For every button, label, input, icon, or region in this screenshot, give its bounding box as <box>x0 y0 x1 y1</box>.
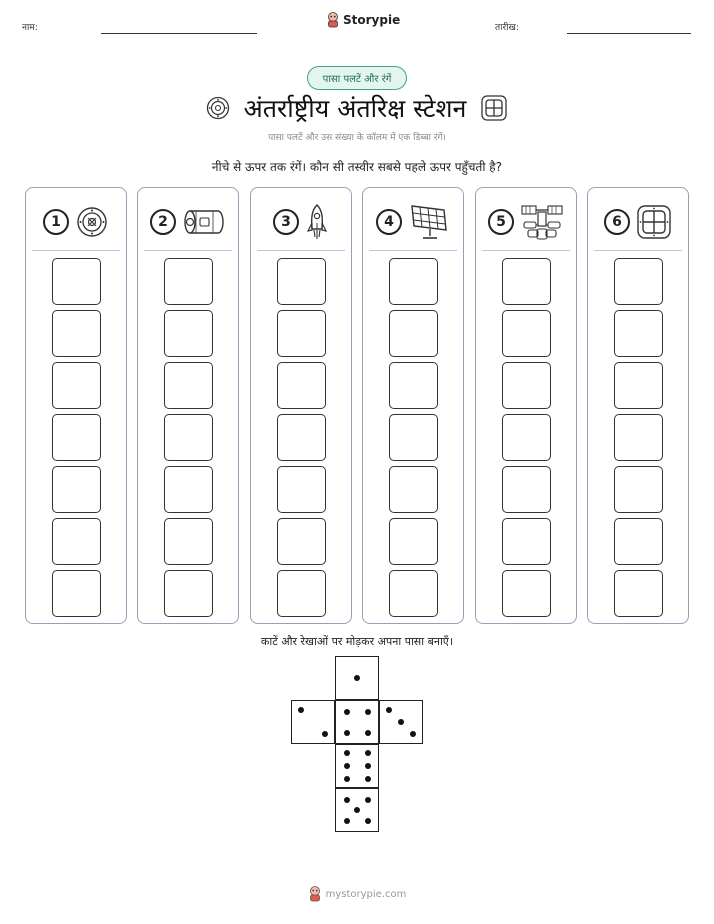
module-icon <box>182 207 226 237</box>
color-box[interactable] <box>389 362 438 409</box>
color-box[interactable] <box>52 362 101 409</box>
column-number: 2 <box>150 209 176 235</box>
color-box[interactable] <box>164 466 213 513</box>
column-1 <box>25 187 127 624</box>
column-number: 3 <box>273 209 299 235</box>
die-pip <box>344 750 350 756</box>
color-box[interactable] <box>52 310 101 357</box>
color-box[interactable] <box>277 258 326 305</box>
die-pip <box>354 807 360 813</box>
column-number: 1 <box>43 209 69 235</box>
hatch-icon <box>206 96 230 120</box>
column-number: 5 <box>488 209 514 235</box>
die-pip <box>344 797 350 803</box>
name-label: नाम: <box>22 23 38 33</box>
column-divider <box>257 250 345 251</box>
page-title: अंतर्राष्ट्रीय अंतरिक्ष स्टेशन <box>243 94 467 123</box>
column-6 <box>587 187 689 624</box>
die-face-2 <box>291 700 335 744</box>
color-box[interactable] <box>389 466 438 513</box>
color-box[interactable] <box>502 258 551 305</box>
color-box[interactable] <box>389 518 438 565</box>
color-box[interactable] <box>164 518 213 565</box>
title-row <box>0 90 714 126</box>
date-label: तारीख: <box>495 23 519 33</box>
die-pip <box>365 797 371 803</box>
column-divider <box>32 250 120 251</box>
column-divider <box>144 250 232 251</box>
die-pip <box>365 818 371 824</box>
hatch-icon <box>75 205 109 239</box>
column-header <box>363 198 463 246</box>
solar-panel-icon <box>408 202 450 242</box>
column-header <box>26 198 126 246</box>
color-box[interactable] <box>614 310 663 357</box>
color-box[interactable] <box>502 362 551 409</box>
window-icon <box>480 94 508 122</box>
storypie-mascot-icon <box>308 886 322 902</box>
die-face-1 <box>335 656 379 700</box>
die-pip <box>365 763 371 769</box>
die-face-4 <box>335 700 379 744</box>
die-pip <box>344 776 350 782</box>
color-box[interactable] <box>164 310 213 357</box>
die-pip <box>322 731 328 737</box>
activity-badge: पासा पलटें और रंगें <box>307 66 407 90</box>
storypie-mascot-icon <box>326 12 340 28</box>
color-box[interactable] <box>52 414 101 461</box>
column-5 <box>475 187 577 624</box>
page-subtitle: पासा पलटें और उस संख्या के कॉलम में एक डिब्बा रंगें। <box>268 133 446 143</box>
column-4 <box>362 187 464 624</box>
color-box[interactable] <box>52 466 101 513</box>
color-box[interactable] <box>389 414 438 461</box>
color-box[interactable] <box>389 310 438 357</box>
color-box[interactable] <box>277 570 326 617</box>
column-header <box>251 198 351 246</box>
color-box[interactable] <box>164 414 213 461</box>
color-box[interactable] <box>52 258 101 305</box>
footer-site: mystorypie.com <box>325 888 407 900</box>
color-box[interactable] <box>277 362 326 409</box>
color-box[interactable] <box>277 310 326 357</box>
color-box[interactable] <box>164 258 213 305</box>
column-number: 6 <box>604 209 630 235</box>
color-box[interactable] <box>52 518 101 565</box>
color-box[interactable] <box>614 362 663 409</box>
die-pip <box>365 776 371 782</box>
window-icon <box>636 204 672 240</box>
color-box[interactable] <box>502 310 551 357</box>
column-divider <box>369 250 457 251</box>
color-box[interactable] <box>502 466 551 513</box>
instruction-text: नीचे से ऊपर तक रंगें। कौन सी तस्वीर सबसे पहले ऊपर पहुँचती है? <box>211 160 503 174</box>
color-box[interactable] <box>502 414 551 461</box>
cut-instruction: काटें और रेखाओं पर मोड़कर अपना पासा बनाएँ। <box>260 635 454 648</box>
color-box[interactable] <box>277 518 326 565</box>
color-box[interactable] <box>52 570 101 617</box>
die-pip <box>298 707 304 713</box>
color-box[interactable] <box>502 518 551 565</box>
die-face-3 <box>379 700 423 744</box>
column-number: 4 <box>376 209 402 235</box>
color-box[interactable] <box>614 518 663 565</box>
color-box[interactable] <box>614 466 663 513</box>
brand-name: Storypie <box>343 13 401 27</box>
color-box[interactable] <box>614 414 663 461</box>
name-line <box>101 33 257 34</box>
die-pip <box>354 675 360 681</box>
color-box[interactable] <box>277 466 326 513</box>
die-pip <box>386 707 392 713</box>
die-pip <box>365 709 371 715</box>
brand-logo <box>326 12 400 28</box>
column-2 <box>137 187 239 624</box>
color-box[interactable] <box>164 570 213 617</box>
color-box[interactable] <box>389 258 438 305</box>
die-pip <box>344 730 350 736</box>
column-3 <box>250 187 352 624</box>
color-box[interactable] <box>164 362 213 409</box>
color-box[interactable] <box>277 414 326 461</box>
rocket-icon <box>305 203 329 241</box>
column-divider <box>594 250 682 251</box>
die-pip <box>398 719 404 725</box>
color-box[interactable] <box>502 570 551 617</box>
color-box[interactable] <box>389 570 438 617</box>
footer <box>0 886 714 902</box>
space-station-icon <box>520 202 564 242</box>
die-pip <box>365 750 371 756</box>
column-header <box>138 198 238 246</box>
die-pip <box>344 709 350 715</box>
die-pip <box>344 818 350 824</box>
die-pip <box>365 730 371 736</box>
date-line <box>567 33 691 34</box>
die-pip <box>410 731 416 737</box>
die-face-6 <box>335 744 379 788</box>
color-box[interactable] <box>614 570 663 617</box>
color-box[interactable] <box>614 258 663 305</box>
column-header <box>588 198 688 246</box>
die-pip <box>344 763 350 769</box>
column-header <box>476 198 576 246</box>
column-divider <box>482 250 570 251</box>
die-face-5 <box>335 788 379 832</box>
